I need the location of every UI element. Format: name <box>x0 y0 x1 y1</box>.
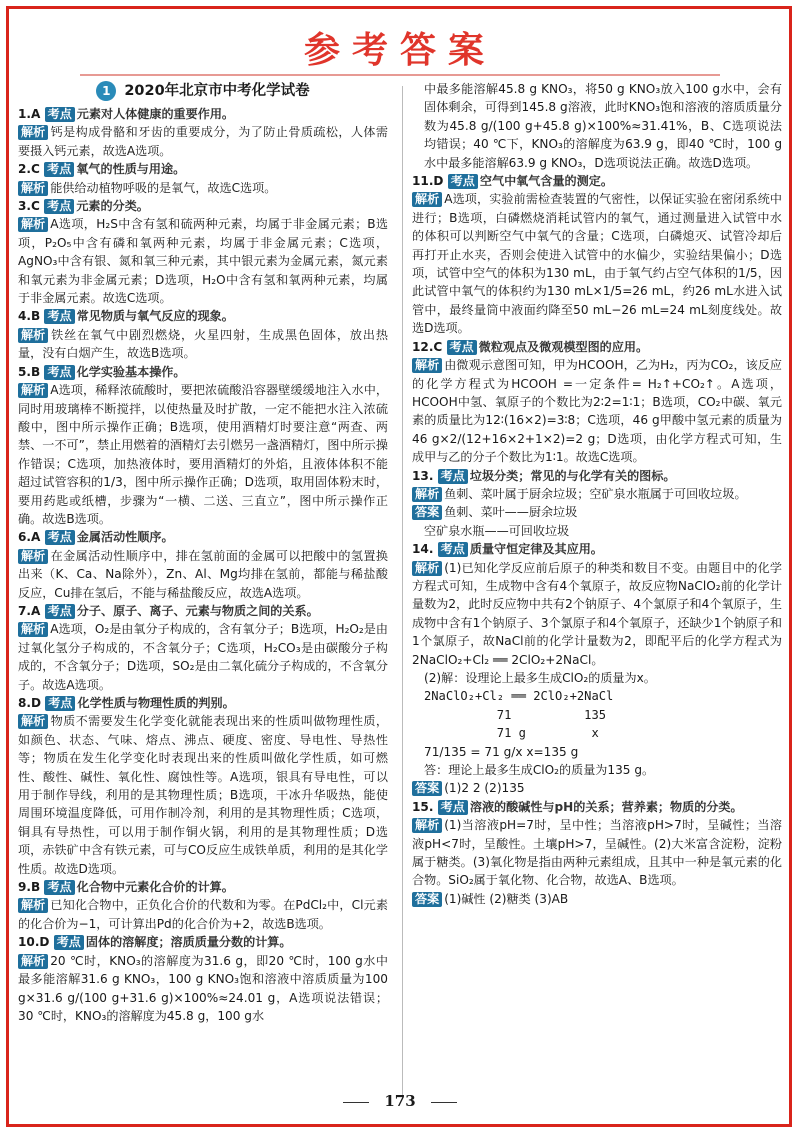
question-number: 9.B <box>18 880 45 895</box>
answer-paragraph <box>412 559 782 669</box>
paragraph-text: A选项，稀释浓硫酸时，要把浓硫酸沿容器壁缓缓地注入水中，同时用玻璃棒不断搅拌，以使热量及时扩散，一定不能把水注入浓硫酸中，图中所示操作正确；B选项，使用酒精灯时要注意“两查、两禁、一不可”，禁止用燃着的酒精灯去引燃另一盏酒精灯，图中所示操作错误；C选项，加热液体时，要用酒精灯的外焰，且液体体积不能超过试管容积的1/3，图中所示操作正确；D选项，取用固体粉末时，要用药匙或纸槽，步骤为“一横、二送、三直立”，图中所示操作正确。故选B选项。 <box>18 383 388 526</box>
paragraph-text: 71/135 = 71 g/x x=135 g <box>424 744 579 759</box>
question-number: 13. <box>412 468 438 483</box>
point-text: 化学实验基本操作。 <box>76 364 186 379</box>
paragraph-text: 在金属活动性顺序中，排在氢前面的金属可以把酸中的氢置换出来（K、Ca、Na除外），Zn、Al、Mg均排在氢前，都能与稀盐酸反应，Cu排在氢后，不能与稀盐酸反应，故选A选项。 <box>18 548 388 600</box>
answer-paragraph <box>18 381 388 528</box>
question-number: 6.A <box>18 530 45 545</box>
label-badge: 解析 <box>412 358 442 373</box>
point-text: 垃圾分类；常见的与化学有关的图标。 <box>469 468 676 483</box>
page-number: 173 <box>384 1092 416 1110</box>
label-badge: 解析 <box>412 818 442 833</box>
question-header <box>18 160 388 178</box>
question-number: 2.C <box>18 162 45 177</box>
answer-paragraph <box>412 724 782 742</box>
question-number: 10.D <box>18 935 54 950</box>
question-header <box>18 933 388 951</box>
answer-paragraph <box>412 706 782 724</box>
label-badge: 考点 <box>45 604 75 619</box>
question-number: 1.A <box>18 107 45 121</box>
answer-paragraph <box>412 890 782 908</box>
paragraph-text: 71 g x <box>424 726 599 741</box>
section-number-badge: 1 <box>96 81 116 101</box>
answer-paragraph <box>18 712 388 878</box>
paragraph-text: 已知化合物中，正负化合价的代数和为零。在PdCl₂中，Cl元素的化合价为−1，可计算出Pd的化合价为+2，故选B选项。 <box>18 898 388 931</box>
answer-paragraph <box>18 179 388 197</box>
paragraph-text: A选项，H₂S中含有氢和硫两种元素，均属于非金属元素；B选项，P₂O₅中含有磷和氧两种元素，均属于非金属元素；C选项，AgNO₃中含有银、氮和氧三种元素，其中银元素为金属元素，氮元素和氧元素为非金属元素；D选项，H₂O中含有氢和氧两种元素，均属于非金属元素。故选C选项。 <box>18 217 388 306</box>
answer-paragraph <box>412 80 782 172</box>
label-badge: 考点 <box>438 800 468 815</box>
label-badge: 考点 <box>448 174 478 189</box>
label-badge: 解析 <box>18 383 48 398</box>
point-text: 化学性质与物理性质的判别。 <box>77 696 235 710</box>
answer-paragraph <box>18 326 388 363</box>
label-badge: 解析 <box>412 192 442 207</box>
question-number: 7.A <box>18 603 45 618</box>
question-header <box>18 602 388 620</box>
answer-paragraph <box>412 190 782 337</box>
answer-paragraph <box>18 215 388 307</box>
point-text: 空气中氧气含量的测定。 <box>479 174 613 189</box>
paragraph-text: 2NaClO₂+Cl₂ ══ 2ClO₂+2NaCl <box>424 689 614 704</box>
answer-paragraph <box>18 547 388 602</box>
point-text: 常见物质与氧气反应的现象。 <box>76 309 234 324</box>
point-text: 化合物中元素化合价的计算。 <box>76 880 234 895</box>
question-header <box>412 172 782 190</box>
question-number: 12.C <box>412 339 447 354</box>
label-badge: 考点 <box>44 309 74 324</box>
question-number: 11.D <box>412 174 448 189</box>
label-badge: 答案 <box>412 505 442 520</box>
label-badge: 解析 <box>18 714 48 729</box>
question-header <box>412 540 782 558</box>
title-underline <box>80 74 720 76</box>
paragraph-text: 鱼刺、菜叶属于厨余垃圾；空矿泉水瓶属于可回收垃圾。 <box>444 486 747 501</box>
question-number: 3.C <box>18 199 45 214</box>
paragraph-text: 能供给动植物呼吸的是氧气，故选C选项。 <box>50 180 277 195</box>
label-badge: 考点 <box>44 162 74 177</box>
label-badge: 答案 <box>412 892 442 907</box>
point-text: 元素对人体健康的重要作用。 <box>76 107 235 121</box>
question-header <box>412 798 782 816</box>
answer-paragraph <box>412 356 782 466</box>
paragraph-text: 中最多能溶解45.8 g KNO₃，将50 g KNO₃放入100 g水中，会有固体剩余，可得到145.8 g溶液，此时KNO₃饱和溶液的溶质质量分数为45.8 g/(100 g+45.8 g)×100%≈31.41%，B、C选项说法均错误；40 ℃下，KNO₃的溶解度为63.9 g，即40 ℃时，100 g水中最多能溶解63.9 g KNO₃，D选项说法正确。故选D选项。 <box>424 82 782 170</box>
point-text: 金属活动性顺序。 <box>76 530 174 545</box>
question-number: 5.B <box>18 364 45 379</box>
label-badge: 解析 <box>18 125 48 140</box>
label-badge: 考点 <box>54 935 84 950</box>
footer-dash-right <box>431 1102 457 1103</box>
point-text: 质量守恒定律及其应用。 <box>469 542 603 557</box>
label-badge: 考点 <box>45 696 75 711</box>
paragraph-text: (1)当溶液pH=7时，呈中性；当溶液pH>7时，呈碱性；当溶液pH<7时，呈酸性。土壤pH>7，呈碱性。(2)大米富含淀粉，淀粉属于糖类。(3)氧化物是指由两种元素组成，且其中一种是氧元素的化合物。SiO₂属于氧化物、化合物，故选A、B选项。 <box>412 818 782 888</box>
footer-dash-left <box>343 1102 369 1103</box>
label-badge: 考点 <box>447 340 477 355</box>
paragraph-text: 由微观示意图可知，甲为HCOOH，乙为H₂，丙为CO₂，该反应的化学方程式为HCOOH =一定条件= H₂↑+CO₂↑。A选项，HCOOH中氢、氧原子的个数比为2∶2=1∶1；B选项，CO₂中碳、氧元素的质量比为12∶(16×2)=3∶8；C选项，46 g甲酸中氢元素的质量为46 g×2/(12+16×2+1×2)=2 g；D选项，由化学方程式可知，生成甲与乙的分子个数比为1∶1。故选C选项。 <box>412 358 782 465</box>
answer-paragraph <box>412 503 782 521</box>
page-title: 参考答案 <box>303 29 496 71</box>
paragraph-text: (1)已知化学反应前后原子的种类和数目不变。由题目中的化学方程式可知，生成物中含有4个氧原子，故反应物NaClO₂前的化学计量数为2，此时反应物中共有2个钠原子、4个氯原子和4个氧原子，生成物中含有1个钠原子、3个氯原子和4个氧原子，还缺少1个钠原子和1个氯原子，故NaCl前的化学计量数为2，即配平后的化学方程式为2NaClO₂+Cl₂ ══ 2ClO₂+2NaCl。 <box>412 560 782 667</box>
question-header <box>412 338 782 356</box>
label-badge: 解析 <box>18 217 48 232</box>
label-badge: 解析 <box>18 954 48 969</box>
label-badge: 解析 <box>412 561 442 576</box>
answer-paragraph <box>18 896 388 933</box>
paragraph-text: (2)解：设理论上最多生成ClO₂的质量为x。 <box>424 671 656 685</box>
label-badge: 考点 <box>438 542 468 557</box>
section-title: 2020年北京市中考化学试卷 <box>124 82 310 99</box>
question-number: 4.B <box>18 309 45 324</box>
point-text: 溶液的酸碱性与pH的关系；营养素；物质的分类。 <box>469 799 743 814</box>
answer-paragraph <box>18 952 388 1026</box>
paragraph-text: (1)碱性 (2)糖类 (3)AB <box>444 891 569 906</box>
question-number: 14. <box>412 542 438 557</box>
label-badge: 解析 <box>18 181 48 196</box>
label-badge: 解析 <box>412 487 442 502</box>
paragraph-text: (1)2 2 (2)135 <box>444 781 525 796</box>
question-number: 15. <box>412 799 438 814</box>
left-column <box>18 80 388 1110</box>
label-badge: 考点 <box>44 880 74 895</box>
label-badge: 考点 <box>45 107 75 122</box>
answer-paragraph <box>412 761 782 779</box>
point-text: 分子、原子、离子、元素与物质之间的关系。 <box>76 603 319 618</box>
answer-paragraph <box>412 779 782 797</box>
answer-paragraph <box>412 816 782 890</box>
left-column-body <box>18 105 388 1025</box>
point-text: 氧气的性质与用途。 <box>76 162 186 177</box>
question-header <box>18 105 388 123</box>
paragraph-text: A选项，O₂是由氧分子构成的，含有氧分子；B选项，H₂O₂是由过氧化氢分子构成的，不含氧分子；C选项，H₂CO₃是由碳酸分子构成的，不含氧分子；D选项，SO₂是由二氧化硫分子构成的，不含氧分子。故选A选项。 <box>18 622 388 692</box>
question-number: 8.D <box>18 696 46 710</box>
section-heading <box>18 80 388 102</box>
paragraph-text: 71 135 <box>424 707 607 722</box>
label-badge: 考点 <box>438 469 468 484</box>
question-header <box>18 528 388 546</box>
paragraph-text: 答：理论上最多生成ClO₂的质量为135 g。 <box>424 763 655 778</box>
question-header <box>18 694 388 712</box>
paragraph-text: 物质不需要发生化学变化就能表现出来的性质叫做物理性质，如颜色、状态、气味、熔点、沸点、硬度、密度、导电性、导热性等；物质在发生化学变化时表现出来的性质叫做化学性质，如可燃性、酸性、碱性、氧化性、腐蚀性等。A选项，银具有导电性，可以用于制作导线，利用的是其物理性质；B选项，干冰升华吸热，能使周围环境温度降低，可用作制冷剂，利用的是其物理性质；C选项，铜具有导热性，可以用于制作铜火锅，利用的是其物理性质；D选项，赤铁矿中含有铁元素，可与CO反应生成铁单质，利用的是其化学性质。故选D选项。 <box>18 714 388 876</box>
right-column-body <box>412 80 782 908</box>
label-badge: 考点 <box>44 365 74 380</box>
answer-paragraph <box>18 123 388 160</box>
label-badge: 解析 <box>18 549 48 564</box>
right-column <box>412 80 782 1110</box>
label-badge: 答案 <box>412 781 442 796</box>
paragraph-text: A选项，实验前需检查装置的气密性，以保证实验在密闭系统中进行；B选项，白磷燃烧消耗试管内的氧气，通过测量进入试管中水的体积可以判断空气中氧气的含量；C选项，白磷熄灭、试管冷却后再打开止水夹，否则会使进入试管中的水偏少，实验结果偏小；D选项，试管中空气的体积为130 mL，由于氧气约占空气体积的1/5，因此试管中氧气的体积约为130 mL×1/5=26 mL，约26 mL水进入试管中，最终量筒中液面约降至50 mL−26 mL=24 mL刻度线处。故选D选项。 <box>412 192 782 336</box>
page-footer <box>0 1092 800 1110</box>
answer-paragraph <box>18 620 388 694</box>
point-text: 微粒观点及微观模型图的应用。 <box>478 339 649 354</box>
answer-paragraph <box>412 485 782 503</box>
label-badge: 考点 <box>45 530 75 545</box>
question-header <box>18 197 388 215</box>
question-header <box>18 363 388 381</box>
paragraph-text: 20 ℃时，KNO₃的溶解度为31.6 g，即20 ℃时，100 g水中最多能溶解31.6 g KNO₃，100 g KNO₃饱和溶液中溶质质量为100 g×31.6 g/(100 g+31.6 g)×100%≈24.01 g，A选项说法错误；30 ℃时，KNO₃的溶解度为45.8 g，100 g水 <box>18 953 388 1023</box>
answer-paragraph <box>412 687 782 705</box>
label-badge: 解析 <box>18 328 48 343</box>
paragraph-text: 铁丝在氧气中剧烈燃烧，火星四射，生成黑色固体，放出热量，没有白烟产生，故选B选项。 <box>18 327 388 361</box>
question-header <box>18 307 388 325</box>
point-text: 固体的溶解度；溶质质量分数的计算。 <box>85 935 292 950</box>
paragraph-text: 鱼刺、菜叶——厨余垃圾 <box>444 505 578 520</box>
answer-paragraph <box>412 522 782 540</box>
answer-paragraph <box>412 669 782 687</box>
label-badge: 考点 <box>44 199 74 214</box>
label-badge: 解析 <box>18 622 48 637</box>
paragraph-text: 空矿泉水瓶——可回收垃圾 <box>424 523 570 538</box>
column-divider <box>402 86 403 1096</box>
question-header <box>18 878 388 896</box>
label-badge: 解析 <box>18 898 48 913</box>
paragraph-text: 钙是构成骨骼和牙齿的重要成分，为了防止骨质疏松，人体需要摄入钙元素，故选A选项。 <box>18 125 388 158</box>
answer-paragraph <box>412 743 782 761</box>
point-text: 元素的分类。 <box>76 199 149 214</box>
question-header <box>412 467 782 485</box>
